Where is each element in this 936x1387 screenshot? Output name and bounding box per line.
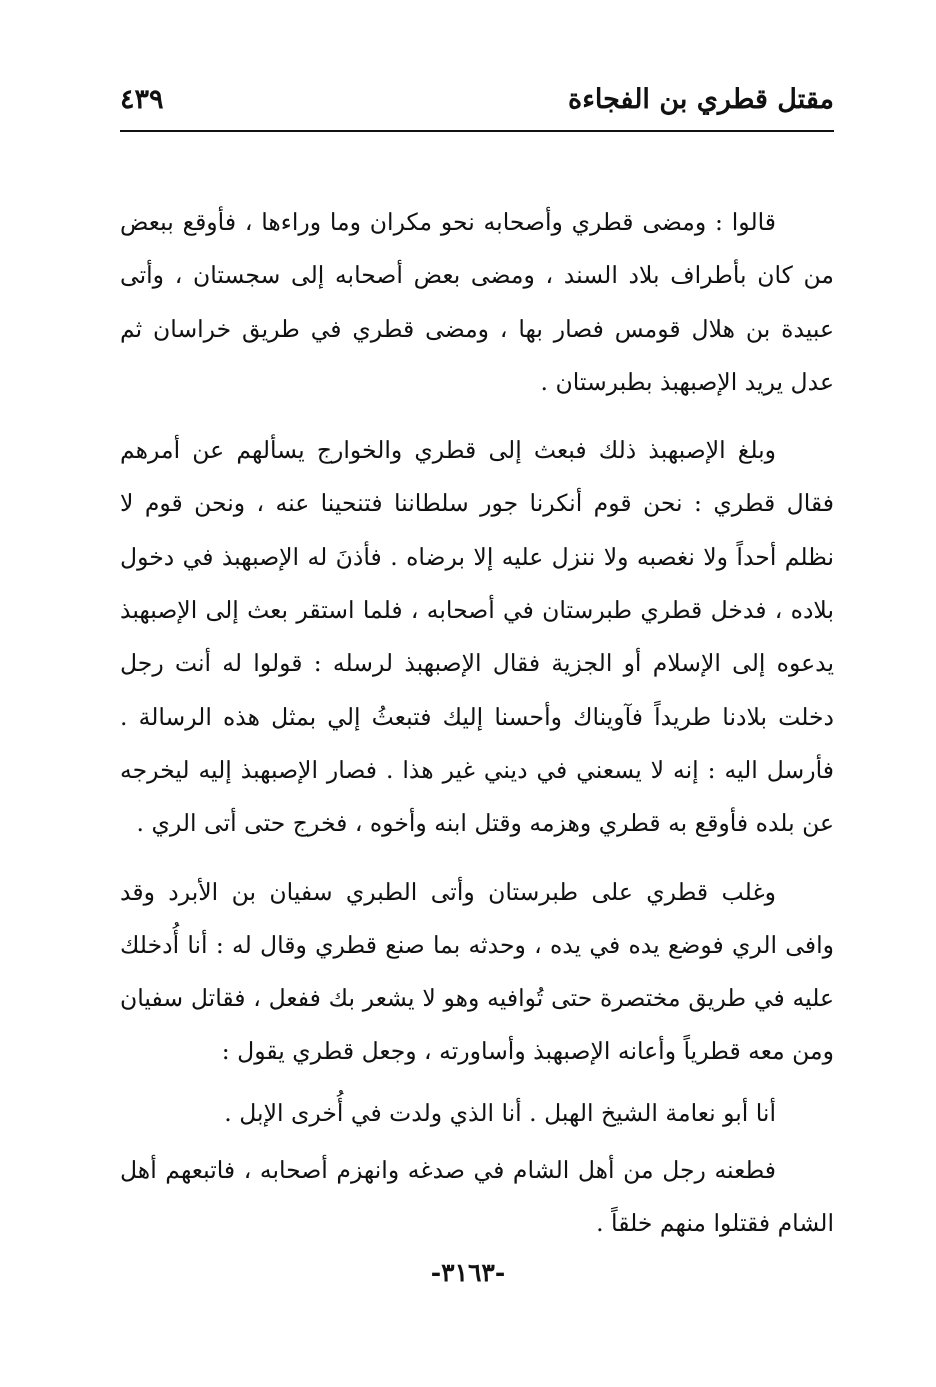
paragraph-1: قالوا : ومضى قطري وأصحابه نحو مكران وما وراءها ، فأوقع ببعض من كان بأطراف بلاد السند ، ومضى بعض أصحابه إلى سجستان ، وأتى عبيدة بن هلال قومس فصار بها ، ومضى قطري في طريق خراسان ثم عدل يريد الإصبهبذ بطبرستان .	[120, 208, 834, 396]
closing-paragraph: فطعنه رجل من أهل الشام في صدغه وانهزم أصحابه ، فاتبعهم أهل الشام فقتلوا منهم خلقاً .	[120, 1156, 834, 1238]
page-body	[120, 196, 834, 1251]
page-number: ٤٣٩	[120, 84, 164, 115]
footer-folio-number: -٣١٦٣-	[430, 1258, 506, 1287]
running-title: مقتل قطري بن الفجاءة	[568, 84, 834, 115]
verse-line: أنا أبو نعامة الشيخ الهبل . أنا الذي ولدت في أُخرى الإبل .	[224, 1098, 776, 1127]
paragraph-2: وبلغ الإصبهبذ ذلك فبعث إلى قطري والخوارج يسألهم عن أمرهم فقال قطري : نحن قوم أنكرنا جور سلطاننا فتنحينا عنه ، ونحن قوم لا نظلم أحداً ولا نغصبه ولا ننزل عليه إلا برضاه . فأذنَ له الإصبهبذ في دخول بلاده ، فدخل قطري طبرستان في أصحابه ، فلما استقر بعث إلى الإصبهبذ يدعوه إلى الإسلام أو الجزية فقال الإصبهبذ لرسله : قولوا له أنت رجل دخلت بلادنا طريداً فآويناك وأحسنا إليك فتبعثُ إلي بمثل هذه الرسالة . فأرسل اليه : إنه لا يسعني في ديني غير هذا . فصار الإصبهبذ إليه ليخرجه عن بلده فأوقع به قطري وهزمه وقتل ابنه وأخوه ، فخرج حتى أتى الري .	[120, 436, 834, 838]
header-rule	[120, 130, 834, 132]
page-header	[120, 80, 834, 126]
paragraph-3: وغلب قطري على طبرستان وأتى الطبري سفيان بن الأبرد وقد وافى الري فوضع يده في يده ، وحدثه بما صنع قطري وقال له : أنا أُدخلك عليه في طريق مختصرة حتى تُوافيه وهو لا يشعر بك ففعل ، فقاتل سفيان ومن معه قطرياً وأعانه الإصبهبذ وأساورته ، وجعل قطري يقول :	[120, 877, 834, 1066]
